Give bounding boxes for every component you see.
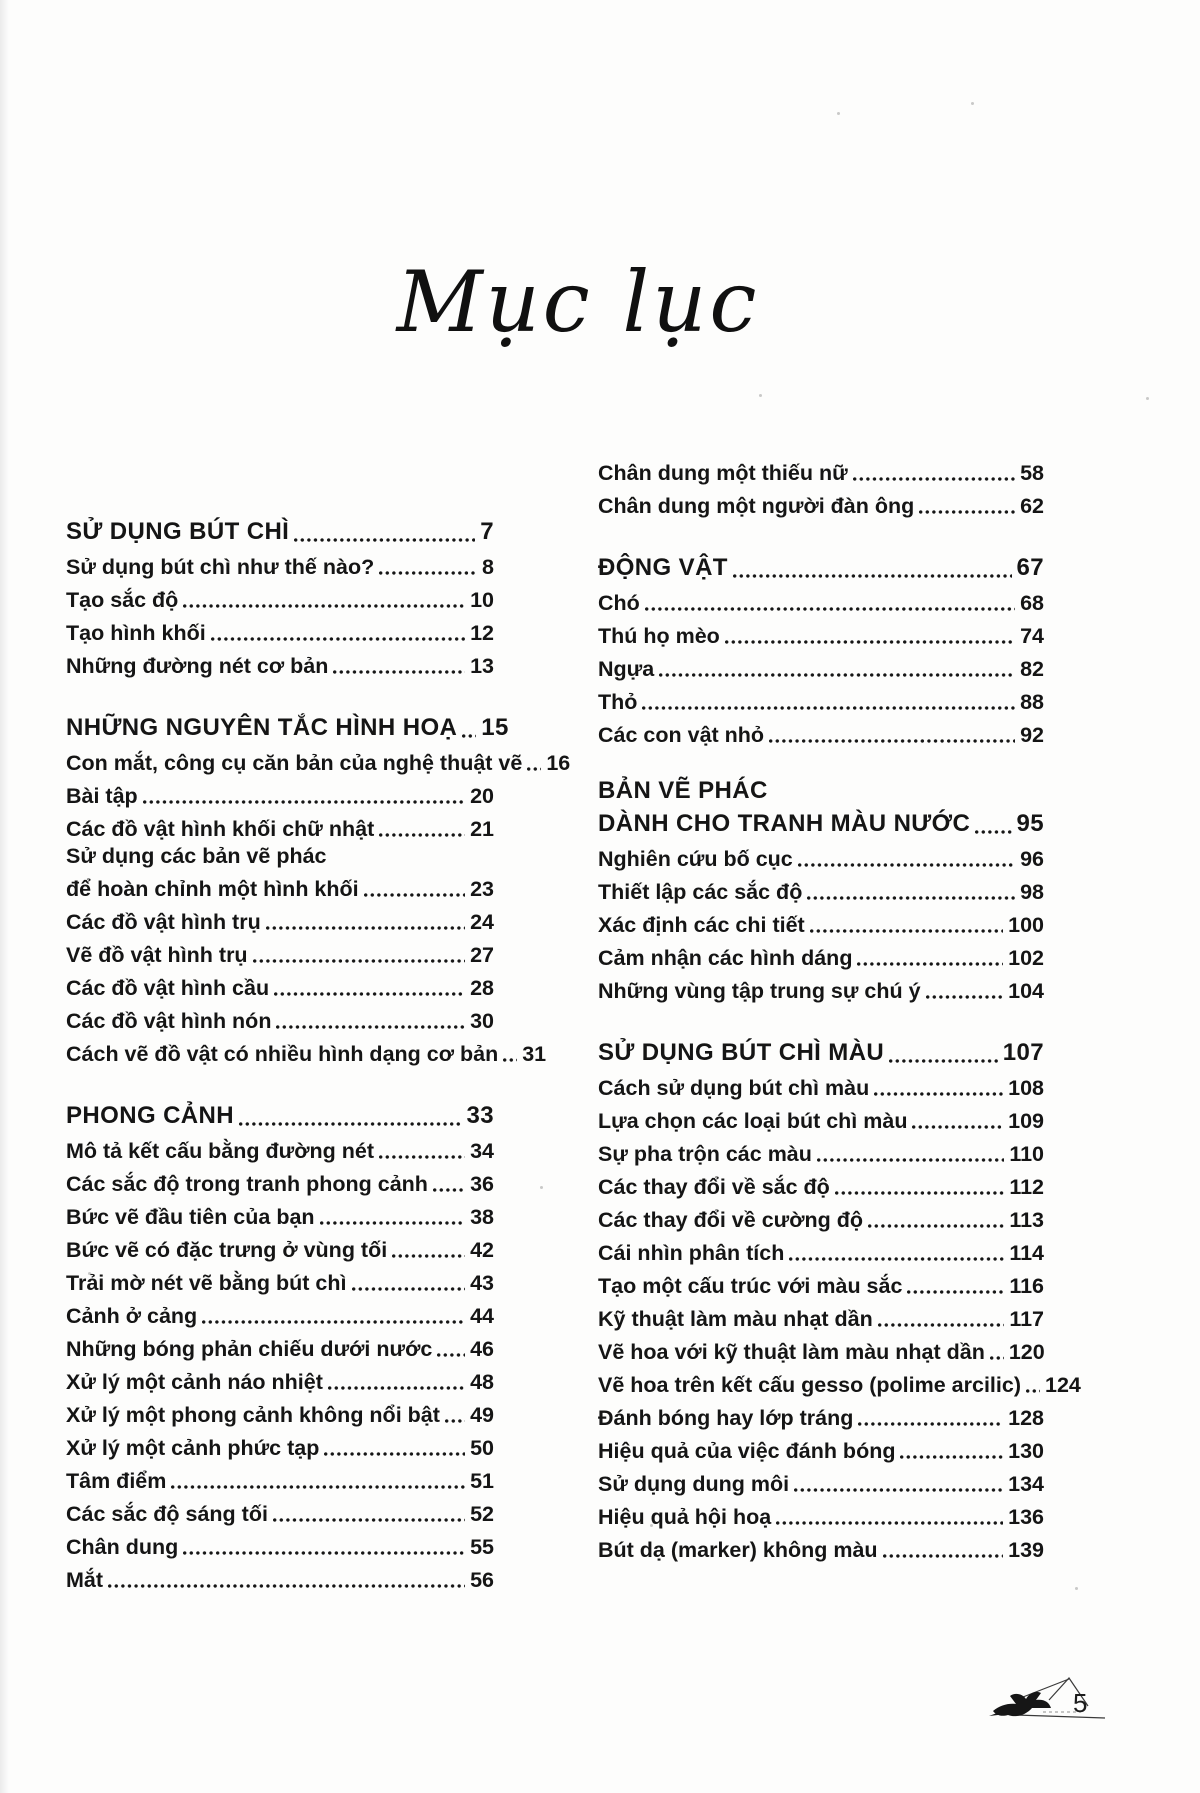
toc-entry: [66, 840, 494, 900]
scan-speck: [1075, 1587, 1078, 1590]
toc-page-number: 95: [1016, 810, 1044, 838]
toc-item-label-line1: BẢN VẼ PHÁC: [598, 777, 768, 805]
toc-entry: [598, 581, 1044, 614]
toc-item-label: NHỮNG NGUYÊN TẮC HÌNH HOẠ: [66, 714, 458, 742]
toc-item-label: Thiết lập các sắc độ: [598, 879, 803, 904]
toc-page-number: 24: [470, 909, 494, 934]
toc-item-label: Các đồ vật hình nón: [66, 1008, 272, 1033]
toc-item-label: Sự pha trộn các màu: [598, 1141, 812, 1166]
toc-page-number: 68: [1020, 590, 1044, 615]
toc-page-number: 28: [470, 975, 494, 1000]
scan-speck: [540, 1186, 543, 1189]
toc-entry: [66, 1492, 494, 1525]
toc-page-number: 52: [470, 1501, 494, 1526]
toc-entry: [598, 614, 1044, 647]
dot-leader: [352, 1287, 466, 1291]
dot-leader: [990, 1356, 1004, 1360]
toc-page-number: 124: [1044, 1372, 1081, 1397]
toc-item-label: Trải mờ nét vẽ bằng bút chì: [66, 1270, 347, 1295]
toc-entry: [598, 1429, 1044, 1462]
dot-leader: [642, 706, 1015, 710]
toc-section: [66, 512, 494, 545]
toc-page-number: 104: [1008, 978, 1044, 1003]
dot-leader: [462, 734, 476, 738]
toc-item-label: Các đồ vật hình cầu: [66, 975, 270, 1000]
dot-leader: [874, 1092, 1003, 1096]
toc-item-label: Các sắc độ sáng tối: [66, 1501, 268, 1526]
toc-page-number: 100: [1008, 912, 1044, 937]
toc-item-label: Xử lý một cảnh náo nhiệt: [66, 1369, 323, 1394]
dot-leader: [333, 670, 465, 674]
toc-item-label: Ngựa: [598, 656, 655, 681]
toc-entry: [66, 1261, 494, 1294]
toc-page-number: 16: [546, 750, 571, 775]
toc-entry: [66, 1195, 494, 1228]
dot-leader: [919, 510, 1015, 514]
toc-entry: [66, 611, 494, 644]
toc-entry: [598, 1495, 1044, 1528]
toc-page-number: 55: [470, 1534, 494, 1559]
toc-item-label: Những vùng tập trung sự chú ý: [598, 978, 921, 1003]
bird-sketch-icon: [985, 1666, 1135, 1730]
dot-leader: [320, 1221, 466, 1225]
toc-item-label: Bức vẽ có đặc trưng ở vùng tối: [66, 1237, 388, 1262]
dot-leader: [912, 1125, 1003, 1129]
dot-leader: [733, 574, 1012, 578]
toc-item-label: Những đường nét cơ bản: [66, 653, 329, 678]
toc-entry: [598, 647, 1044, 680]
toc-entry: [598, 1264, 1044, 1297]
dot-leader: [379, 1155, 465, 1159]
dot-leader: [878, 1323, 1005, 1327]
dot-leader: [810, 929, 1003, 933]
toc-page-number: 134: [1008, 1471, 1044, 1496]
toc-page-number: 20: [470, 783, 494, 808]
toc-entry: [598, 1330, 1044, 1363]
toc-section: [598, 548, 1044, 581]
toc-section: [66, 708, 509, 742]
toc-entry: [598, 936, 1044, 969]
toc-item-label: Sử dụng dung môi: [598, 1471, 790, 1496]
toc-item-label: Chó: [598, 590, 640, 615]
toc-page-number: 117: [1009, 1306, 1044, 1331]
toc-page-number: 38: [470, 1204, 494, 1229]
toc-item-label: Các sắc độ trong tranh phong cảnh: [66, 1171, 428, 1196]
toc-page-number: 74: [1020, 623, 1044, 648]
scan-speck: [759, 394, 762, 397]
dot-leader: [294, 538, 475, 542]
dot-leader: [108, 1584, 465, 1588]
dot-leader: [433, 1188, 465, 1192]
toc-item-label: Vẽ đồ vật hình trụ: [66, 942, 248, 967]
toc-page-number: 30: [470, 1008, 494, 1033]
dot-leader: [853, 477, 1015, 481]
toc-page-number: 82: [1020, 656, 1044, 681]
toc-page-number: 15: [481, 714, 509, 742]
toc-item-label: Tạo hình khối: [66, 620, 206, 645]
toc-item-label: Kỹ thuật làm màu nhạt dần: [598, 1306, 873, 1331]
toc-page-number: 98: [1020, 879, 1044, 904]
toc-item-label: Đánh bóng hay lớp tráng: [598, 1405, 854, 1430]
dot-leader: [276, 1025, 465, 1029]
toc-entry: [598, 713, 1044, 746]
dot-leader: [202, 1320, 465, 1324]
toc-entry: [66, 966, 494, 999]
dot-leader: [926, 995, 1004, 999]
dot-leader: [171, 1485, 465, 1489]
toc-item-label: Thỏ: [598, 689, 638, 714]
toc-page-number: 34: [470, 1138, 494, 1163]
toc-item-label: Cách sử dụng bút chì màu: [598, 1075, 870, 1100]
toc-entry: [598, 1099, 1044, 1132]
toc-page-number: 92: [1020, 722, 1044, 747]
toc-item-label: Các đồ vật hình trụ: [66, 909, 261, 934]
scan-speck: [1146, 397, 1149, 400]
toc-item-label: Xử lý một cảnh phức tạp: [66, 1435, 320, 1460]
toc-page-number: 51: [470, 1468, 494, 1493]
toc-item-label: Mô tả kết cấu bằng đường nét: [66, 1138, 374, 1163]
toc-page-number: 102: [1008, 945, 1044, 970]
toc-item-label: Tâm điểm: [66, 1468, 167, 1493]
toc-page-number: 116: [1009, 1273, 1044, 1298]
toc-section: [598, 777, 1044, 837]
toc-page-number: 136: [1008, 1504, 1044, 1529]
dot-leader: [445, 1419, 465, 1423]
toc-entry: [66, 933, 494, 966]
toc-item-label: Vẽ hoa với kỹ thuật làm màu nhạt dần: [598, 1339, 985, 1364]
toc-item-label: Lựa chọn các loại bút chì màu: [598, 1108, 908, 1133]
toc-entry: [66, 1525, 494, 1558]
toc-entry: [598, 1297, 1044, 1330]
toc-item-label: Thú họ mèo: [598, 623, 720, 648]
toc-page-number: 120: [1008, 1339, 1045, 1364]
dot-leader: [503, 1058, 517, 1062]
toc-item-label: Tạo sắc độ: [66, 587, 179, 612]
toc-item-label: SỬ DỤNG BÚT CHÌ MÀU: [598, 1039, 885, 1067]
toc-page-number: 88: [1020, 689, 1044, 714]
toc-entry: [66, 1558, 494, 1591]
toc-item-label: Tạo một cấu trúc với màu sắc: [598, 1273, 903, 1298]
toc-page-number: 42: [470, 1237, 494, 1262]
dot-leader: [324, 1452, 465, 1456]
toc-entry: [66, 1228, 494, 1261]
toc-page-number: 130: [1008, 1438, 1044, 1463]
toc-section: [66, 1096, 494, 1129]
toc-item-label-line1: Sử dụng các bản vẽ phác: [66, 843, 327, 868]
toc-item-label: Các thay đổi về cường độ: [598, 1207, 864, 1232]
toc-page-number: 58: [1020, 460, 1044, 485]
dot-leader: [798, 863, 1015, 867]
toc-entry: [598, 1198, 1044, 1231]
toc-item-label: Các con vật nhỏ: [598, 722, 765, 747]
dot-leader: [379, 833, 465, 837]
toc-item-label: DÀNH CHO TRANH MÀU NƯỚC: [598, 810, 971, 838]
toc-entry: [598, 1132, 1044, 1165]
toc-page-number: 114: [1009, 1240, 1044, 1265]
toc-entry: [66, 1162, 494, 1195]
dot-leader: [379, 571, 477, 575]
dot-leader: [817, 1158, 1004, 1162]
toc-page-number: 13: [470, 653, 494, 678]
toc-page-number: 113: [1009, 1207, 1044, 1232]
dot-leader: [273, 1518, 465, 1522]
toc-entry: [598, 1462, 1044, 1495]
page-title: Mục lục: [396, 253, 760, 351]
dot-leader: [725, 640, 1015, 644]
toc-page-number: 49: [470, 1402, 494, 1427]
toc-entry: [66, 1294, 494, 1327]
toc-page-number: 31: [522, 1041, 547, 1066]
toc-page-number: 46: [470, 1336, 494, 1361]
toc-item-label: để hoàn chỉnh một hình khối: [66, 876, 359, 901]
toc-entry: [598, 969, 1044, 1002]
toc-item-label: Các đồ vật hình khối chữ nhật: [66, 816, 375, 841]
toc-entry: [598, 903, 1044, 936]
toc-page-number: 56: [470, 1567, 494, 1592]
toc-entry: [66, 900, 494, 933]
page-number: 5: [1073, 1688, 1088, 1718]
dot-leader: [645, 607, 1015, 611]
toc-item-label: Sử dụng bút chì như thế nào?: [66, 554, 375, 579]
toc-item-label: Chân dung một thiếu nữ: [598, 460, 848, 485]
dot-leader: [253, 959, 466, 963]
page-footer: [985, 1666, 1135, 1730]
toc-item-label: Con mắt, công cụ căn bản của nghệ thuật vẽ: [66, 750, 523, 775]
toc-item-label: Cảnh ở cảng: [66, 1303, 198, 1328]
toc-entry: [66, 1032, 547, 1066]
toc-entry: [66, 644, 494, 677]
scan-speck: [837, 112, 840, 115]
toc-column-right: [598, 451, 1081, 1562]
dot-leader: [883, 1554, 1004, 1558]
toc-page-number: 62: [1020, 493, 1044, 518]
toc-entry: [66, 1327, 494, 1360]
toc-page-number: 107: [1002, 1039, 1044, 1067]
dot-leader: [183, 604, 465, 608]
toc-entry: [598, 1363, 1081, 1397]
dot-leader: [794, 1488, 1003, 1492]
toc-entry: [66, 774, 494, 807]
toc-page-number: 110: [1009, 1141, 1044, 1166]
toc-entry: [598, 1066, 1044, 1099]
toc-item-label: Bút dạ (marker) không màu: [598, 1537, 878, 1562]
dot-leader: [776, 1521, 1003, 1525]
toc-entry: [66, 807, 494, 840]
toc-page-number: 23: [470, 876, 494, 901]
toc-entry: [66, 1426, 494, 1459]
toc-page-number: 128: [1008, 1405, 1044, 1430]
dot-leader: [975, 830, 1011, 834]
dot-leader: [900, 1455, 1003, 1459]
toc-page-number: 27: [470, 942, 494, 967]
dot-leader: [857, 962, 1003, 966]
dot-leader: [769, 739, 1015, 743]
toc-item-label: Vẽ hoa trên kết cấu gesso (polime arcilic): [598, 1372, 1021, 1397]
dot-leader: [868, 1224, 1004, 1228]
toc-entry: [66, 999, 494, 1032]
toc-entry: [66, 1393, 494, 1426]
dot-leader: [527, 767, 541, 771]
toc-entry: [598, 1165, 1044, 1198]
toc-entry: [598, 451, 1044, 484]
dot-leader: [807, 896, 1015, 900]
dot-leader: [211, 637, 465, 641]
toc-entry: [66, 741, 571, 775]
toc-page-number: 10: [470, 587, 494, 612]
toc-item-label: Những bóng phản chiếu dưới nước: [66, 1336, 433, 1361]
dot-leader: [183, 1551, 465, 1555]
toc-item-label: Cách vẽ đồ vật có nhiều hình dạng cơ bản: [66, 1041, 499, 1066]
dot-leader: [889, 1059, 998, 1063]
toc-entry: [66, 1360, 494, 1393]
toc-page-number: 36: [470, 1171, 494, 1196]
toc-item-label: Chân dung: [66, 1534, 179, 1559]
dot-leader: [437, 1353, 465, 1357]
toc-item-label: SỬ DỤNG BÚT CHÌ: [66, 518, 290, 546]
toc-entry: [66, 1459, 494, 1492]
toc-page-number: 108: [1008, 1075, 1044, 1100]
toc-item-label: Xử lý một phong cảnh không nổi bật: [66, 1402, 440, 1427]
toc-entry: [598, 870, 1044, 903]
toc-entry: [598, 1396, 1044, 1429]
toc-page-number: 43: [470, 1270, 494, 1295]
dot-leader: [328, 1386, 465, 1390]
toc-entry: [598, 837, 1044, 870]
toc-item-label: ĐỘNG VẬT: [598, 554, 728, 582]
dot-leader: [274, 992, 465, 996]
dot-leader: [266, 926, 465, 930]
toc-entry: [598, 1231, 1044, 1264]
toc-section: [598, 1033, 1044, 1066]
toc-item-label: Bài tập: [66, 783, 138, 808]
toc-page-number: 139: [1008, 1537, 1044, 1562]
toc-entry: [66, 1129, 494, 1162]
toc-page-number: 7: [480, 518, 494, 546]
toc-item-label: Cái nhìn phân tích: [598, 1240, 785, 1265]
dot-leader: [143, 800, 465, 804]
dot-leader: [789, 1257, 1004, 1261]
toc-page-number: 112: [1009, 1174, 1044, 1199]
dot-leader: [239, 1122, 461, 1126]
toc-page-number: 44: [470, 1303, 494, 1328]
toc-page-number: 48: [470, 1369, 494, 1394]
toc-page-number: 21: [470, 816, 494, 841]
toc-item-label: Nghiên cứu bố cục: [598, 846, 793, 871]
toc-entry: [598, 680, 1044, 713]
dot-leader: [907, 1290, 1004, 1294]
scan-speck: [971, 102, 974, 105]
toc-entry: [598, 484, 1044, 517]
toc-page-number: 67: [1016, 554, 1044, 582]
toc-page-number: 8: [482, 554, 494, 579]
toc-item-label: Hiệu quả của việc đánh bóng: [598, 1438, 896, 1463]
toc-page-number: 50: [470, 1435, 494, 1460]
toc-entry: [598, 1528, 1044, 1561]
dot-leader: [1026, 1389, 1040, 1393]
toc-item-label: PHONG CẢNH: [66, 1102, 235, 1130]
toc-page-number: 33: [466, 1102, 494, 1130]
toc-item-label: Cảm nhận các hình dáng: [598, 945, 853, 970]
toc-entry: [66, 578, 494, 611]
toc-entry: [66, 545, 494, 578]
toc-page-number: 109: [1008, 1108, 1044, 1133]
toc-item-label: Các thay đổi về sắc độ: [598, 1174, 830, 1199]
dot-leader: [858, 1422, 1003, 1426]
toc-item-label: Chân dung một người đàn ông: [598, 493, 915, 518]
dot-leader: [392, 1254, 465, 1258]
dot-leader: [659, 673, 1015, 677]
dot-leader: [835, 1191, 1005, 1195]
toc-item-label: Bức vẽ đầu tiên của bạn: [66, 1204, 315, 1229]
toc-item-label: Hiệu quả hội hoạ: [598, 1504, 772, 1529]
toc-column-left: [66, 512, 571, 1592]
toc-item-label: Xác định các chi tiết: [598, 912, 805, 937]
toc-item-label: Mắt: [66, 1567, 104, 1592]
toc-page-number: 96: [1020, 846, 1044, 871]
dot-leader: [364, 893, 465, 897]
toc-page-number: 12: [470, 620, 494, 645]
